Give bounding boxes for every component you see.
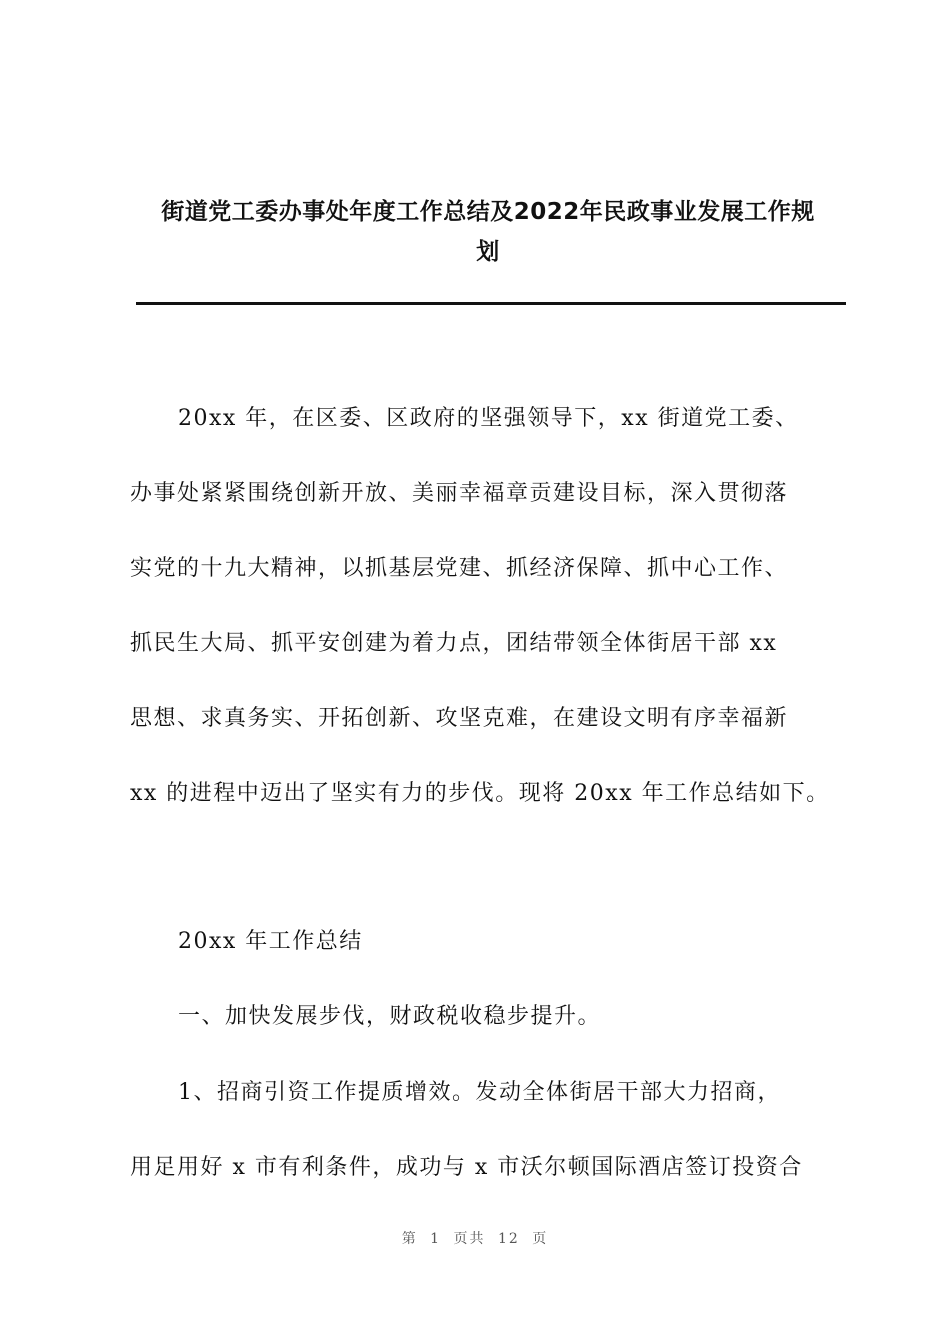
title-line-2: 划 (476, 239, 500, 265)
item1-line-2: 用足用好 x 市有利条件，成功与 x 市沃尔顿国际酒店签订投资合 (130, 1155, 803, 1180)
intro-line-6: xx 的进程中迈出了坚实有力的步伐。现将 20xx 年工作总结如下。 (130, 781, 830, 806)
intro-line-2: 办事处紧紧围绕创新开放、美丽幸福章贡建设目标，深入贯彻落 (130, 481, 789, 506)
section-heading: 20xx 年工作总结 (178, 929, 363, 954)
intro-line-3: 实党的十九大精神，以抓基层党建、抓经济保障、抓中心工作、 (130, 556, 789, 581)
intro-line-5: 思想、求真务实、开拓创新、攻坚克难，在建设文明有序幸福新 (130, 706, 789, 731)
subsection-heading: 一、加快发展步伐，财政税收稳步提升。 (178, 1004, 602, 1029)
document-title (128, 192, 848, 272)
item1-line-1: 1、招商引资工作提质增效。发动全体街居干部大力招商， (178, 1080, 781, 1105)
title-line-1: 街道党工委办事处年度工作总结及2022年民政事业发展工作规 (161, 199, 815, 225)
title-underline-rule (136, 302, 846, 305)
intro-line-1: 20xx 年，在区委、区政府的坚强领导下，xx 街道党工委、 (178, 406, 799, 431)
intro-line-4: 抓民生大局、抓平安创建为着力点，团结带领全体街居干部 xx (130, 631, 778, 656)
page-number-footer: 第 1 页共 12 页 (401, 1231, 549, 1247)
